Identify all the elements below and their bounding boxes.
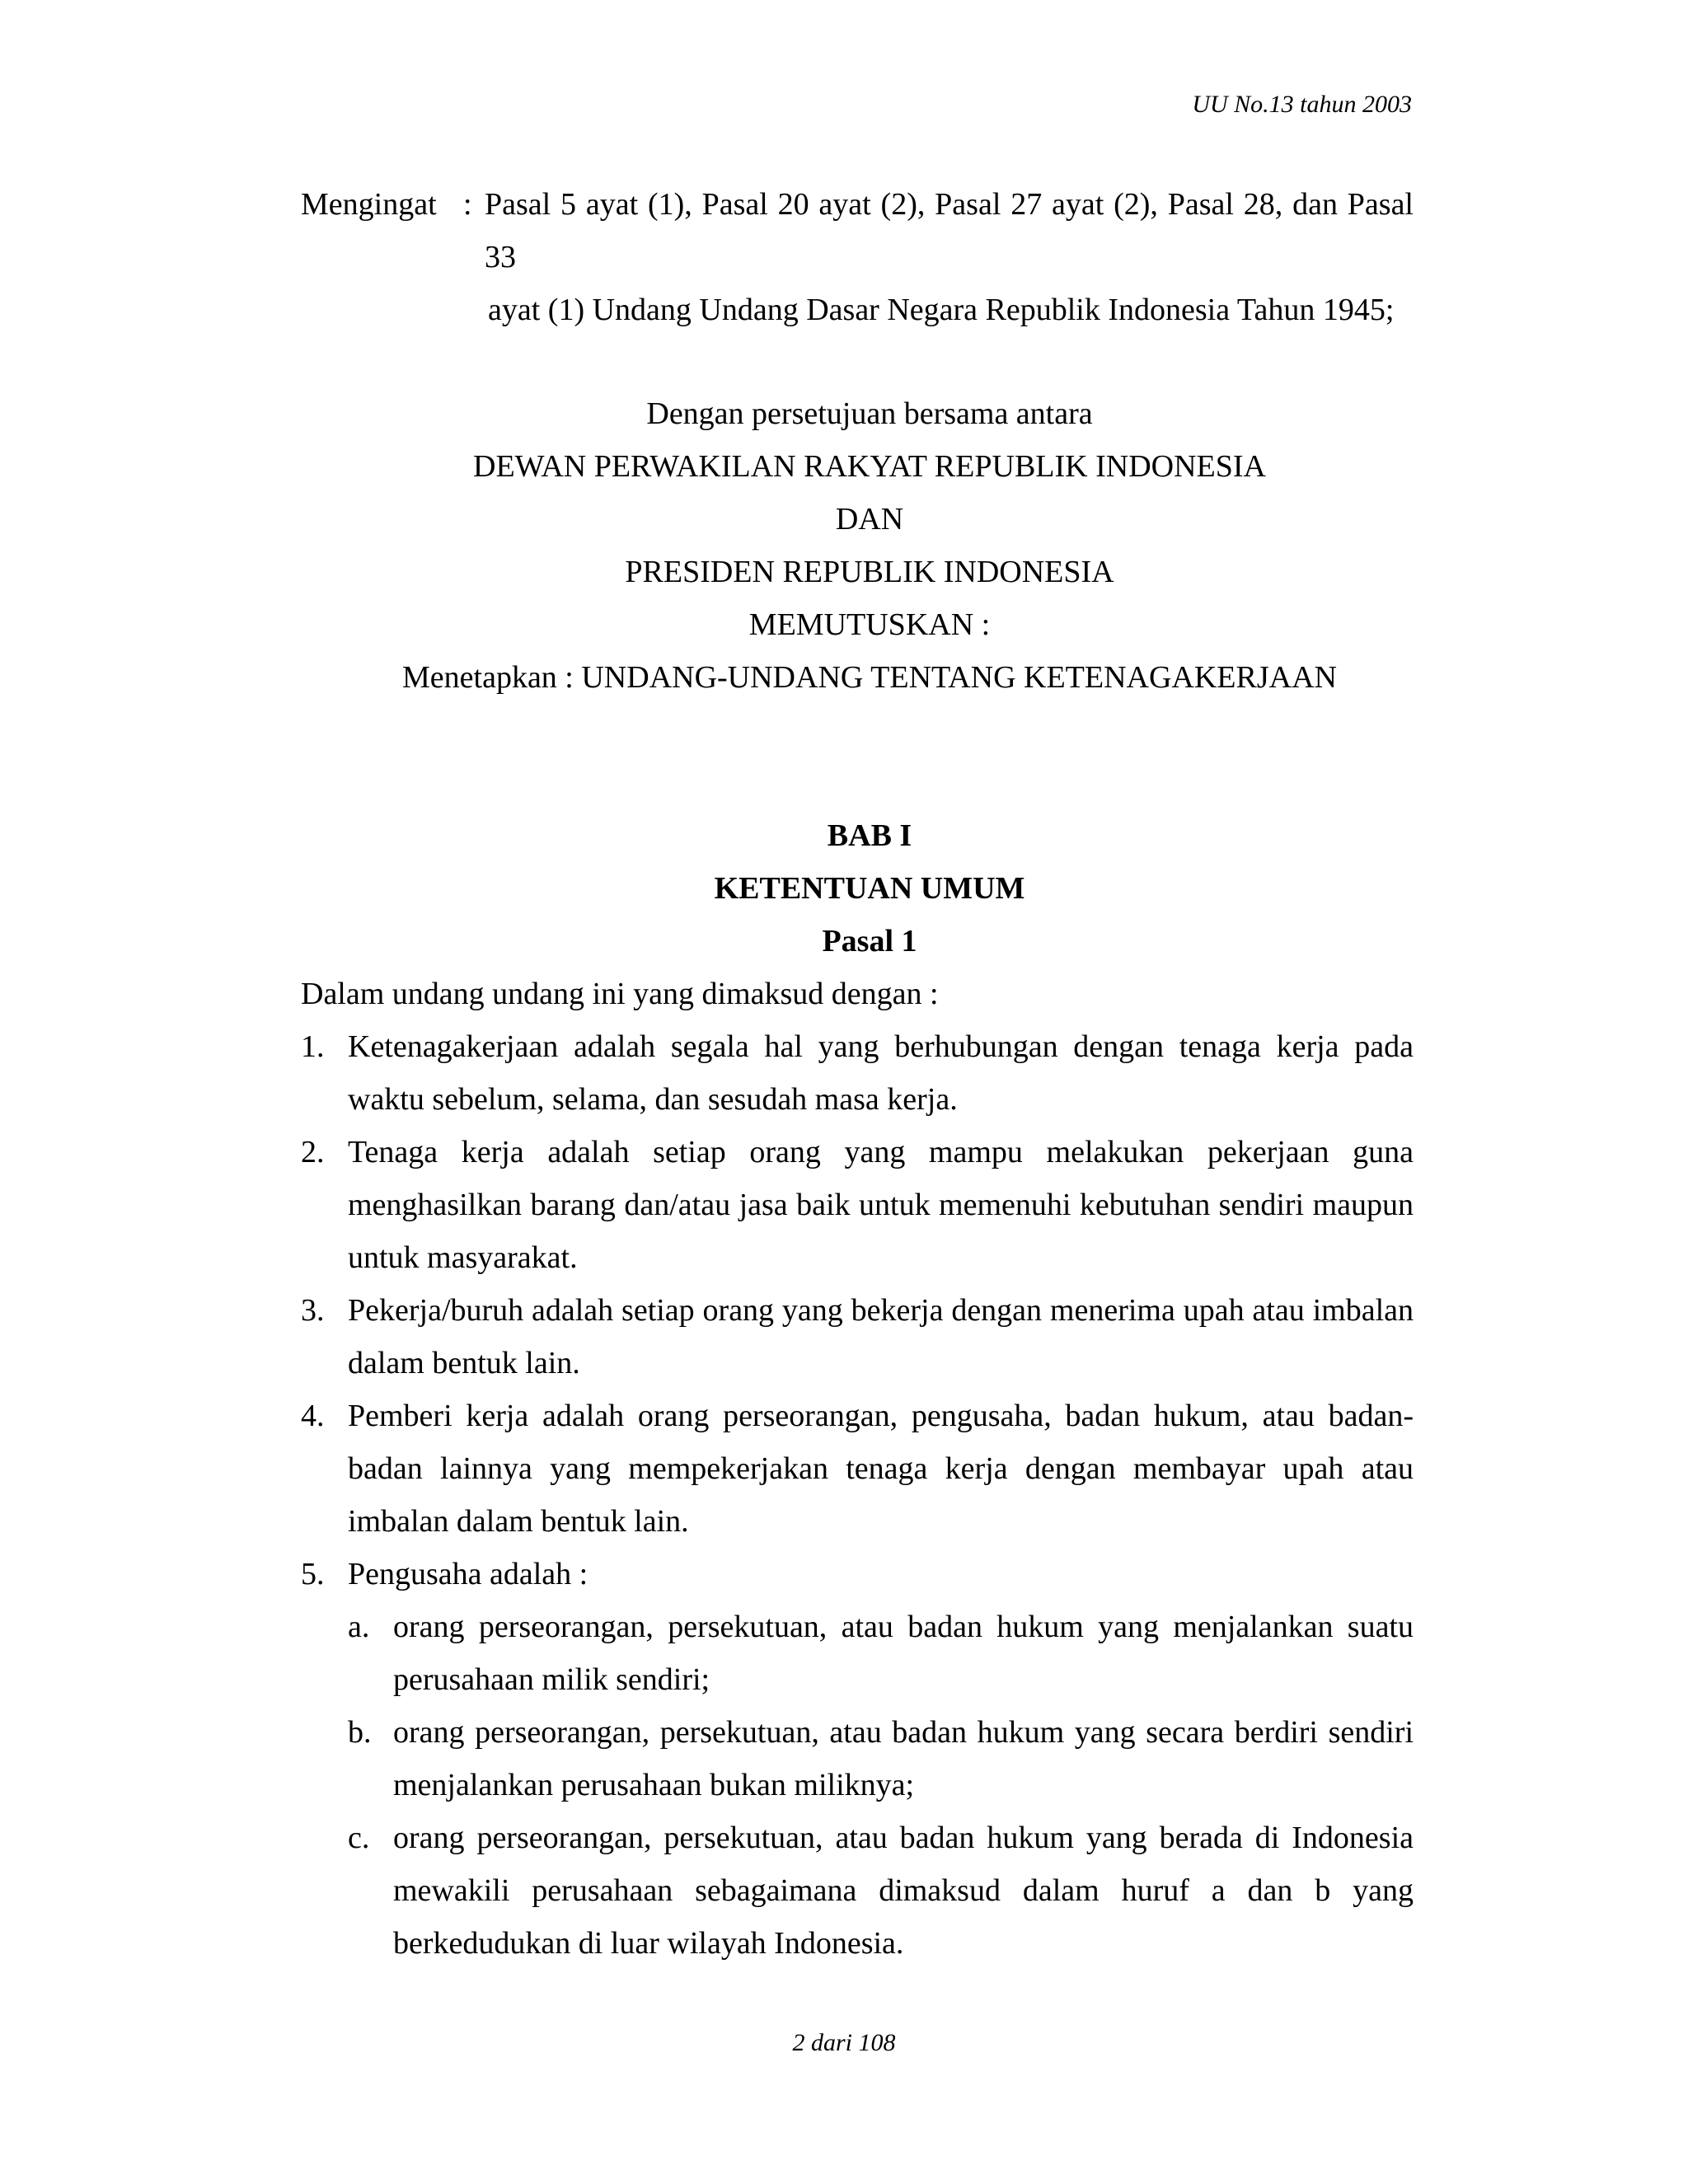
approval-line-1: Dengan persetujuan bersama antara <box>646 396 1093 431</box>
sub-list-item-text: orang perseorangan, persekutuan, atau badan hukum yang secara berdiri sendiri menjalankan perusahaan bukan miliknya; <box>393 1715 1414 1802</box>
sub-list-item <box>301 1811 1414 1970</box>
list-item-text: Pengusaha adalah : <box>348 1557 588 1591</box>
list-item-number: 3. <box>301 1293 325 1328</box>
list-item-number: 4. <box>301 1399 325 1433</box>
sub-list-item <box>301 1601 1414 1706</box>
sub-list-item <box>301 1706 1414 1811</box>
definitions-intro: Dalam undang undang ini yang dimaksud dengan : <box>301 977 939 1011</box>
mengingat-label: Mengingat <box>301 187 437 222</box>
definitions-section <box>301 968 1414 1970</box>
approval-block <box>0 387 1688 704</box>
approval-line-4: PRESIDEN REPUBLIK INDONESIA <box>625 555 1114 589</box>
list-item-text: Ketenagakerjaan adalah segala hal yang berhubungan dengan tenaga kerja pada waktu sebelum, selama, dan sesudah masa kerja. <box>348 1029 1414 1117</box>
page-number-footer: 2 dari 108 <box>792 2029 896 2056</box>
list-item <box>301 1126 1414 1284</box>
list-item <box>301 1020 1414 1126</box>
list-item-number: 1. <box>301 1029 325 1064</box>
list-item <box>301 1284 1414 1390</box>
list-item-text: Pemberi kerja adalah orang perseorangan, pengusaha, badan hukum, atau badan-badan lainnya yang mempekerjakan tenaga kerja dengan membayar upah atau imbalan dalam bentuk lain. <box>348 1399 1414 1539</box>
menetapkan-line: Menetapkan : UNDANG-UNDANG TENTANG KETENAGAKERJAAN <box>402 660 1337 695</box>
list-item-number: 2. <box>301 1135 325 1169</box>
sub-list-item-letter: c. <box>348 1821 370 1855</box>
list-item-text: Tenaga kerja adalah setiap orang yang mampu melakukan pekerjaan guna menghasilkan barang dan/atau jasa baik untuk memenuhi kebutuhan sendiri maupun untuk masyarakat. <box>348 1135 1414 1275</box>
pasal-number: Pasal 1 <box>822 924 917 958</box>
chapter-heading <box>0 809 1688 968</box>
list-item-number: 5. <box>301 1557 325 1591</box>
memutuskan-heading: MEMUTUSKAN : <box>748 607 991 642</box>
running-header: UU No.13 tahun 2003 <box>1192 91 1412 118</box>
mengingat-body <box>485 178 1414 336</box>
approval-line-3: DAN <box>835 502 904 537</box>
list-item <box>301 1548 1414 1601</box>
mengingat-line-2: ayat (1) Undang Undang Dasar Negara Republik Indonesia Tahun 1945; <box>488 293 1395 327</box>
bab-number: BAB I <box>827 818 912 853</box>
sub-list-item-letter: a. <box>348 1610 370 1644</box>
bab-title: KETENTUAN UMUM <box>714 871 1025 906</box>
sub-list-item-text: orang perseorangan, persekutuan, atau badan hukum yang menjalankan suatu perusahaan milik sendiri; <box>393 1610 1414 1697</box>
sub-list-item-letter: b. <box>348 1715 372 1750</box>
list-item <box>301 1390 1414 1548</box>
list-item-text: Pekerja/buruh adalah setiap orang yang bekerja dengan menerima upah atau imbalan dalam bentuk lain. <box>348 1293 1414 1380</box>
approval-line-2: DEWAN PERWAKILAN RAKYAT REPUBLIK INDONESIA <box>473 449 1266 484</box>
mengingat-line-1: Pasal 5 ayat (1), Pasal 20 ayat (2), Pasal 27 ayat (2), Pasal 28, dan Pasal 33 <box>485 187 1414 274</box>
mengingat-colon: : <box>463 187 472 222</box>
sub-list-item-text: orang perseorangan, persekutuan, atau badan hukum yang berada di Indonesia mewakili perusahaan sebagaimana dimaksud dalam huruf a dan b yang berkedudukan di luar wilayah Indonesia. <box>393 1821 1414 1961</box>
